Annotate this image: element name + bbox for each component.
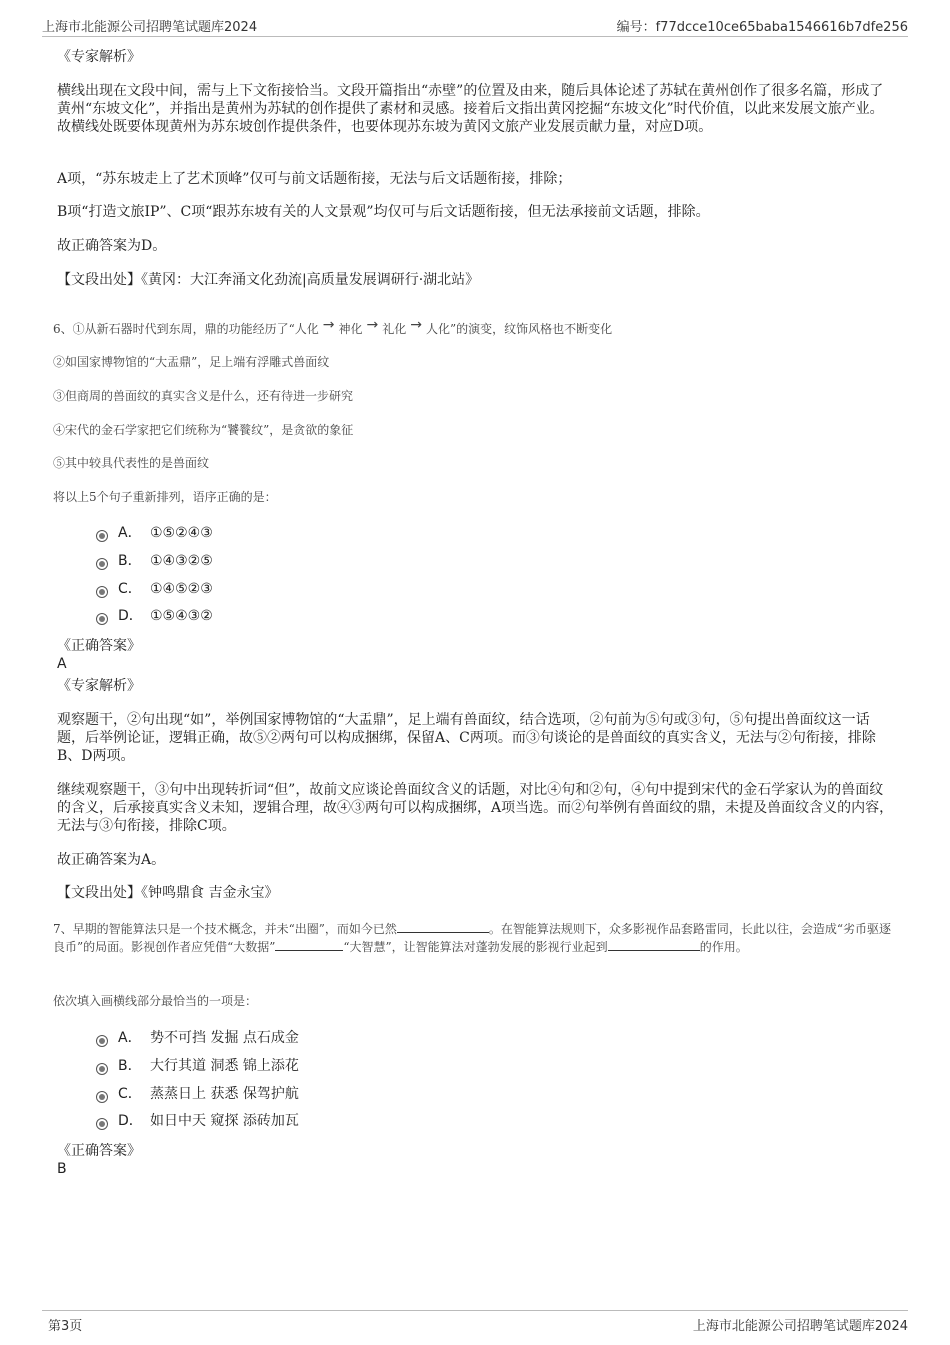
- q7-option-a[interactable]: A． 势不可挡 发掘 点石成金: [96, 1029, 299, 1047]
- fill-blank-1: [397, 920, 489, 933]
- page-number: 第3页: [48, 1319, 83, 1334]
- q5-analysis-para2: A项，“苏东坡走上了艺术顶峰”仅可与前文话题衔接，无法与后文话题衔接，排除；: [57, 171, 572, 187]
- q7-option-c[interactable]: C． 蒸蒸日上 获悉 保驾护航: [96, 1085, 299, 1103]
- q6-answer: A: [57, 656, 67, 672]
- q5-source: 【文段出处】《黄冈：大江奔涌文化劲流|高质量发展调研行·湖北站》: [57, 272, 480, 288]
- q5-analysis-para3: B项“打造文旅IP”、C项“跟苏东坡有关的人文景观”均仅可与后文话题衔接，但无法承接前文话题，排除。: [57, 204, 710, 220]
- radio-icon[interactable]: [96, 1091, 108, 1103]
- document-id: 编号：f77dcce10ce65baba1546616b7dfe256: [616, 20, 908, 35]
- q6-analysis-para1: 观察题干，②句出现“如”，举例国家博物馆的“大盂鼎”，足上端有兽面纹，结合选项，②句前为⑤句或③句，⑤句提出兽面纹这一话题，后举例论证，逻辑正确，故⑤②两句可以构成捆绑，保留A、C两项。而③句谈论的是兽面纹的真实含义，无法与②句衔接，排除B、D两项。: [57, 712, 876, 764]
- q6-sentence-3: ③但商周的兽面纹的真实含义是什么，还有待进一步研究: [53, 389, 354, 403]
- q6-expert-label: 《专家解析》: [57, 678, 141, 694]
- q7-answer-label: 《正确答案》: [57, 1143, 141, 1159]
- q6-option-a[interactable]: A． ①⑤②④③: [96, 524, 213, 542]
- radio-icon[interactable]: [96, 1035, 108, 1047]
- q6-analysis-para2: 继续观察题干，③句中出现转折词“但”，故前文应谈论兽面纹含义的话题，对比④句和②句，④句中提到宋代的金石学家认为的兽面纹的含义，后承接真实含义未知，逻辑合理，故④③两句可以构成捆绑，A项当选。而②句举例有兽面纹的鼎，未提及兽面纹含义的内容，无法与③句衔接，排除C项。: [57, 782, 894, 834]
- q6-sentence-1: 6、①从新石器时代到东周，鼎的功能经历了“人化 → 神化 → 礼化 → 人化”的演变，纹饰风格也不断变化: [53, 317, 613, 336]
- radio-icon[interactable]: [96, 530, 108, 542]
- q6-source: 【文段出处】《钟鸣鼎食 吉金永宝》: [57, 885, 279, 901]
- q5-analysis-conclusion: 故正确答案为D。: [57, 238, 167, 254]
- radio-icon[interactable]: [96, 613, 108, 625]
- q6-sentence-4: ④宋代的金石学家把它们统称为“饕餮纹”，是贪欲的象征: [53, 423, 354, 437]
- radio-icon[interactable]: [96, 1118, 108, 1130]
- page-header: [42, 14, 908, 37]
- radio-icon[interactable]: [96, 558, 108, 570]
- q6-sentence-2: ②如国家博物馆的“大盂鼎”，足上端有浮雕式兽面纹: [53, 355, 330, 369]
- q5-expert-label: 《专家解析》: [57, 49, 141, 65]
- q7-stem: 7、早期的智能算法只是一个技术概念，并未“出圈”，而如今已然 。在智能算法规则下，众多影视作品套路雷同，长此以往，会造成“劣币驱逐良币”的局面。影视创作者应凭借“大数据” “大智慧”，让智能算法对蓬勃发展的影视行业起到 的作用。: [53, 922, 892, 954]
- q7-option-b[interactable]: B． 大行其道 洞悉 锦上添花: [96, 1057, 299, 1075]
- q6-sentence-5: ⑤其中较具代表性的是兽面纹: [53, 456, 210, 470]
- header-title: 上海市北能源公司招聘笔试题库2024: [42, 20, 258, 35]
- footer-title: 上海市北能源公司招聘笔试题库2024: [692, 1319, 908, 1334]
- q6-prompt: 将以上5个句子重新排列，语序正确的是：: [53, 490, 277, 504]
- page-footer: [42, 1310, 908, 1337]
- q7-prompt: 依次填入画横线部分最恰当的一项是：: [53, 994, 258, 1008]
- arrow-icon: →: [322, 317, 335, 333]
- q6-option-c[interactable]: C． ①④⑤②③: [96, 580, 213, 598]
- q6-analysis-conclusion: 故正确答案为A。: [57, 852, 166, 868]
- fill-blank-3: [608, 938, 700, 951]
- q6-option-d[interactable]: D． ①⑤④③②: [96, 607, 213, 625]
- q6-answer-label: 《正确答案》: [57, 638, 141, 654]
- q7-answer: B: [57, 1161, 67, 1177]
- radio-icon[interactable]: [96, 1063, 108, 1075]
- q5-analysis-para1: 横线出现在文段中间，需与上下文衔接恰当。文段开篇指出“赤壁”的位置及由来，随后具体论述了苏轼在黄州创作了很多名篇，形成了黄州“东坡文化”，并指出是黄州为苏轼的创作提供了素材和灵感。接着后文指出黄冈挖掘“东坡文化”时代价值，以此来发展文旅产业。故横线处既要体现黄州为苏东坡创作提供条件，也要体现苏东坡为黄冈文旅产业发展贡献力量，对应D项。: [57, 83, 884, 135]
- radio-icon[interactable]: [96, 586, 108, 598]
- arrow-icon: →: [366, 317, 379, 333]
- fill-blank-2: [275, 938, 343, 951]
- q7-option-d[interactable]: D． 如日中天 窥探 添砖加瓦: [96, 1112, 299, 1130]
- arrow-icon: →: [410, 317, 423, 333]
- q6-option-b[interactable]: B． ①④③②⑤: [96, 552, 213, 570]
